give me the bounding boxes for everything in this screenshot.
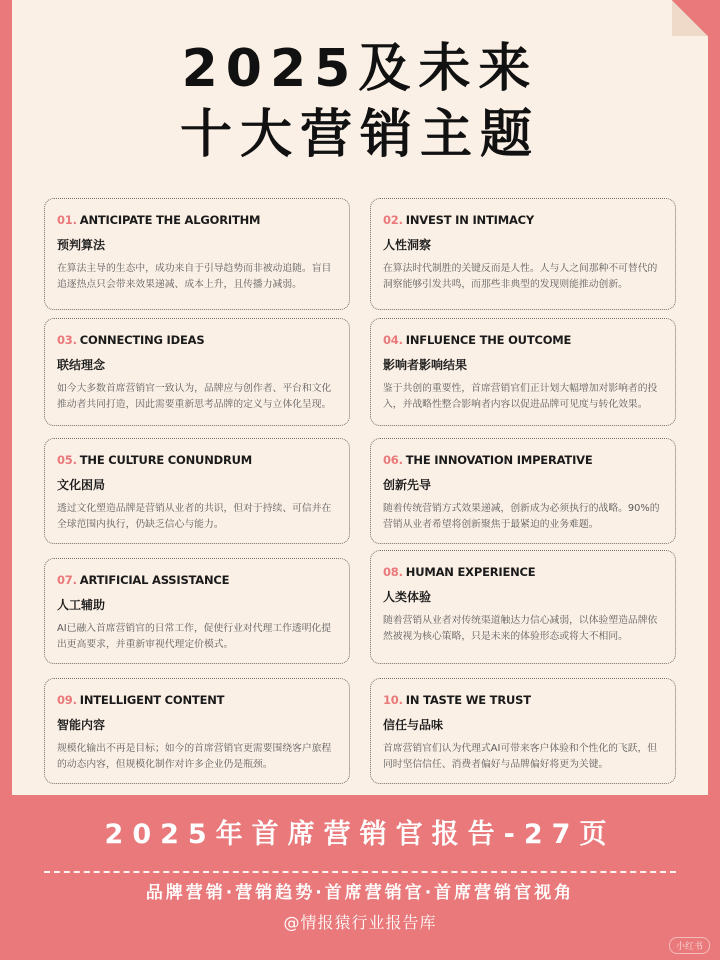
theme-heading <box>383 565 663 579</box>
theme-title-cn: 信任与品味 <box>383 718 444 732</box>
theme-description: 在算法主导的生态中，成功来自于引导趋势而非被动追随。盲目追逐热点只会带来效果递减、成本上升，且传播力减弱。 <box>57 263 332 290</box>
theme-title-en: THE CULTURE CONUNDRUM <box>79 453 252 467</box>
footer-divider <box>44 871 676 873</box>
theme-card-05 <box>44 438 350 544</box>
theme-card-01 <box>44 198 350 310</box>
theme-card-10 <box>370 678 676 784</box>
theme-description: 首席营销官们认为代理式AI可带来客户体验和个性化的飞跃，但同时坚信信任、消费者偏好与品牌偏好将更为关键。 <box>383 743 658 770</box>
theme-number: 01. <box>57 213 77 227</box>
theme-card-03 <box>44 318 350 426</box>
theme-card-07 <box>44 558 350 664</box>
theme-description: 鉴于共创的重要性，首席营销官们正计划大幅增加对影响者的投入，并战略性整合影响者内容以促进品牌可见度与转化效果。 <box>383 383 658 410</box>
page-title-line1: 2025及未来 <box>181 39 539 99</box>
source-account[interactable]: @情报猿行业报告库 <box>283 913 437 932</box>
theme-description: 随着传统营销方式效果递减，创新成为必须执行的战略。90%的营销从业者希望将创新聚焦于最紧迫的业务难题。 <box>383 503 660 530</box>
theme-heading <box>57 333 337 347</box>
theme-heading <box>383 453 663 467</box>
theme-title-en: INFLUENCE THE OUTCOME <box>405 333 572 347</box>
theme-number: 07. <box>57 573 77 587</box>
theme-heading <box>383 333 663 347</box>
theme-heading <box>57 213 337 227</box>
theme-number: 05. <box>57 453 77 467</box>
theme-description: 透过文化塑造品牌是营销从业者的共识，但对于持续、可信并在全球范围内执行，仍缺乏信心与能力。 <box>57 503 332 530</box>
page-fold-corner <box>672 0 708 36</box>
theme-number: 09. <box>57 693 77 707</box>
theme-description: 随着营销从业者对传统渠道触达力信心减弱，以体验塑造品牌依然被视为核心策略，只是未来的体验形态或将大不相同。 <box>383 615 658 642</box>
report-banner-title: 2025年首席营销官报告-27页 <box>104 819 616 850</box>
theme-number: 04. <box>383 333 403 347</box>
theme-number: 06. <box>383 453 403 467</box>
page-title-line2: 十大营销主题 <box>179 105 540 165</box>
theme-card-06 <box>370 438 676 544</box>
theme-heading <box>57 693 337 707</box>
theme-title-cn: 文化困局 <box>57 478 106 492</box>
theme-title-cn: 人类体验 <box>383 590 432 604</box>
theme-number: 02. <box>383 213 403 227</box>
theme-title-en: THE INNOVATION IMPERATIVE <box>405 453 593 467</box>
theme-title-en: ANTICIPATE THE ALGORITHM <box>79 213 261 227</box>
topic-tags: 品牌营销·营销趋势·首席营销官·首席营销官视角 <box>145 883 575 903</box>
theme-card-09 <box>44 678 350 784</box>
theme-description: 在算法时代制胜的关键反而是人性。人与人之间那种不可替代的洞察能够引发共鸣，而那些非典型的发现则能推动创新。 <box>383 263 658 290</box>
theme-card-04 <box>370 318 676 426</box>
theme-heading <box>57 453 337 467</box>
theme-title-cn: 人工辅助 <box>57 598 106 612</box>
theme-description: 规模化输出不再是目标；如今的首席营销官更需要围绕客户旅程的动态内容，但规模化制作对许多企业仍是瓶颈。 <box>57 743 332 770</box>
theme-title-cn: 联结理念 <box>57 358 106 372</box>
theme-title-en: HUMAN EXPERIENCE <box>405 565 536 579</box>
platform-watermark: 小红书 <box>669 937 710 954</box>
theme-title-en: ARTIFICIAL ASSISTANCE <box>79 573 230 587</box>
theme-title-cn: 人性洞察 <box>383 238 432 252</box>
theme-card-08 <box>370 550 676 664</box>
theme-heading <box>383 693 663 707</box>
theme-title-en: CONNECTING IDEAS <box>79 333 205 347</box>
theme-title-cn: 预判算法 <box>57 238 106 252</box>
theme-description: AI已融入首席营销官的日常工作，促使行业对代理工作透明化提出更高要求，并重新审视代理定价模式。 <box>57 623 332 650</box>
theme-title-en: INTELLIGENT CONTENT <box>79 693 225 707</box>
theme-heading <box>57 573 337 587</box>
theme-number: 10. <box>383 693 403 707</box>
theme-number: 08. <box>383 565 403 579</box>
theme-title-en: INVEST IN INTIMACY <box>405 213 535 227</box>
theme-title-cn: 智能内容 <box>57 718 106 732</box>
theme-card-02 <box>370 198 676 310</box>
theme-description: 如今大多数首席营销官一致认为，品牌应与创作者、平台和文化推动者共同打造，因此需要重新思考品牌的定义与立体化呈现。 <box>57 383 332 410</box>
theme-title-cn: 影响者影响结果 <box>383 358 468 372</box>
theme-number: 03. <box>57 333 77 347</box>
theme-title-cn: 创新先导 <box>383 478 432 492</box>
theme-heading <box>383 213 663 227</box>
theme-title-en: IN TASTE WE TRUST <box>405 693 531 707</box>
